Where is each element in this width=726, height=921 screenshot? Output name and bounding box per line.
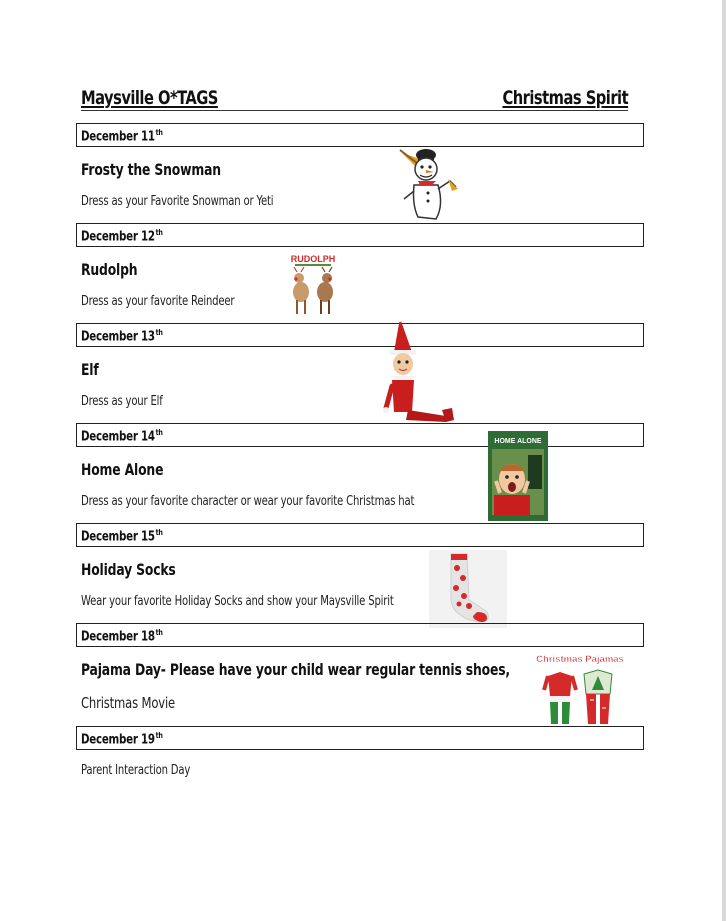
date-row-dec-13: [76, 323, 644, 347]
rudolph-logo-text: RUDOLPH: [290, 254, 336, 264]
day-title: Home Alone: [81, 460, 164, 479]
date-label: December 14: [81, 429, 155, 445]
day-title: Rudolph: [81, 260, 138, 279]
rudolph-image: [285, 252, 341, 318]
christmas-pajamas-image: [536, 648, 624, 726]
school-title: Maysville O*TAGS: [81, 87, 218, 109]
date-suffix: th: [155, 228, 163, 237]
date-label: December 18: [81, 629, 155, 645]
day-description: Wear your favorite Holiday Socks and show your Maysville Spirit: [81, 594, 394, 609]
date-label: December 19: [81, 732, 155, 748]
theme-title: Christmas Spirit: [502, 87, 628, 109]
day-title: Holiday Socks: [81, 560, 176, 579]
home-alone-poster-image: [488, 431, 548, 521]
date-row-dec-11: [76, 123, 644, 147]
day-description: Dress as your favorite Reindeer: [81, 294, 235, 309]
day-description: Christmas Movie: [81, 694, 175, 712]
date-suffix: th: [155, 128, 163, 137]
date-label: December 15: [81, 529, 155, 545]
home-alone-poster-title: HOME ALONE: [494, 438, 542, 445]
frosty-snowman-image: [392, 145, 462, 223]
date-suffix: th: [155, 328, 163, 337]
day-title: Frosty the Snowman: [81, 160, 221, 179]
date-suffix: th: [155, 428, 163, 437]
day-description: Dress as your Elf: [81, 394, 163, 409]
date-row-dec-15: [76, 523, 644, 547]
day-description: Dress as your favorite character or wear your favorite Christmas hat: [81, 494, 415, 509]
date-suffix: th: [155, 731, 163, 740]
day-description: Dress as your Favorite Snowman or Yeti: [81, 194, 274, 209]
day-title: Pajama Day- Please have your child wear regular tennis shoes,: [81, 660, 510, 679]
page-edge: [722, 0, 726, 921]
date-row-dec-14: [76, 423, 644, 447]
date-row-dec-12: [76, 223, 644, 247]
date-label: December 13: [81, 329, 155, 345]
document-header: [81, 86, 628, 111]
elf-on-shelf-image: [382, 316, 458, 428]
date-row-dec-19: [76, 726, 644, 750]
date-suffix: th: [155, 528, 163, 537]
pajamas-logo-text: Christmas Pajamas: [536, 654, 624, 665]
date-row-dec-18: [76, 623, 644, 647]
holiday-socks-image: [429, 550, 507, 628]
date-label: December 12: [81, 229, 155, 245]
date-label: December 11: [81, 129, 155, 145]
date-suffix: th: [155, 628, 163, 637]
day-description: Parent Interaction Day: [81, 763, 191, 778]
day-title: Elf: [81, 360, 99, 379]
